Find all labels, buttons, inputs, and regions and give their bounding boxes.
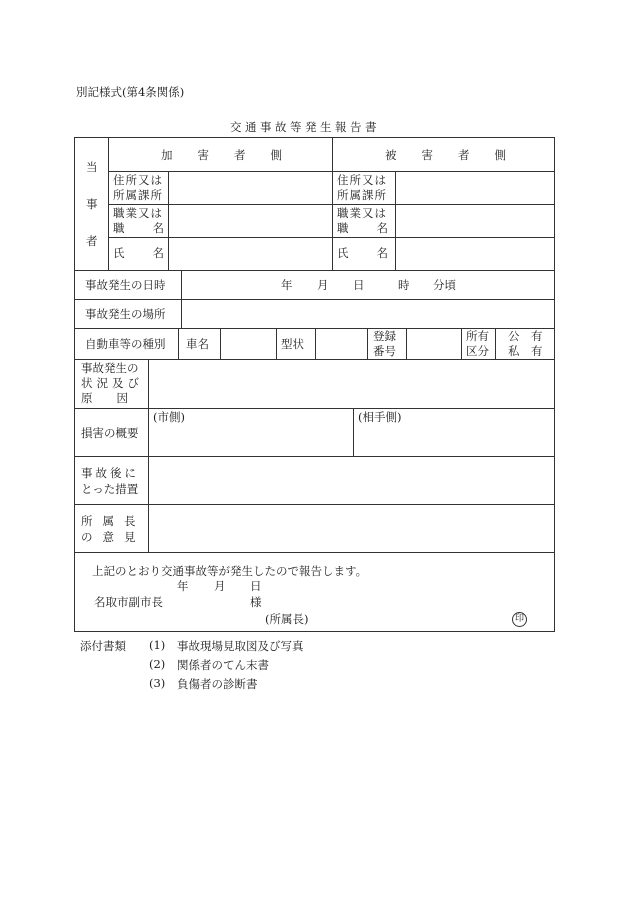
report-day: 日 — [250, 579, 262, 593]
victim-address-label-1: 住所又は — [337, 173, 387, 187]
form-label: 別記様式(第4条関係) — [76, 85, 185, 99]
ownership-private: 私 有 — [508, 344, 543, 358]
victim-name-label: 氏名 — [337, 246, 416, 260]
offender-side-header: 加害者側 — [161, 148, 307, 162]
victim-side-header: 被害者側 — [385, 148, 531, 162]
registration-label-2: 番号 — [373, 344, 396, 358]
datetime-year: 年 — [281, 278, 293, 292]
offender-address-label-1: 住所又は — [113, 173, 163, 187]
datetime-month: 月 — [317, 278, 329, 292]
attachment-3-text: 負傷者の診断書 — [177, 677, 258, 691]
ownership-public: 公 有 — [508, 329, 543, 343]
datetime-minute: 分頃 — [433, 278, 456, 292]
report-statement: 上記のとおり交通事故等が発生したので報告します。 — [92, 564, 368, 578]
datetime-hour: 時 — [398, 278, 410, 292]
registration-label-1: 登録 — [373, 329, 396, 343]
form-title: 交通事故等発生報告書 — [230, 120, 380, 134]
attachment-2-text: 関係者のてん末書 — [177, 658, 269, 672]
measures-label-2: とった措置 — [81, 482, 139, 496]
measures-label-1: 事故後に — [81, 466, 139, 480]
attachment-1-num: (1) — [149, 638, 166, 652]
offender-address-label-2: 所属課所 — [113, 188, 163, 202]
circumstances-label-1: 事故発生の — [81, 361, 139, 375]
datetime-label: 事故発生の日時 — [85, 278, 166, 292]
attachment-3-num: (3) — [149, 676, 166, 690]
victim-occupation-label-2: 職名 — [337, 221, 416, 235]
attachment-2-num: (2) — [149, 657, 166, 671]
offender-occupation-label-2: 職名 — [113, 221, 192, 235]
damage-label: 損害の概要 — [81, 426, 139, 440]
director-opinion-label-2: の意見 — [81, 530, 146, 544]
vehicle-type-label: 自動車等の種別 — [85, 337, 166, 351]
offender-occupation-label-1: 職業又は — [113, 206, 163, 220]
damage-city-side: (市側) — [153, 410, 185, 424]
attachments-label: 添付書類 — [80, 639, 126, 653]
party-side-char-2: 事 — [86, 197, 98, 211]
place-label: 事故発生の場所 — [85, 307, 166, 321]
model-label: 型状 — [281, 337, 304, 351]
circumstances-label-2: 状況及び — [81, 376, 143, 390]
circumstances-label-3: 原因 — [81, 391, 152, 405]
director-opinion-label-1: 所属長 — [81, 514, 146, 528]
attachment-1-text: 事故現場見取図及び写真 — [177, 639, 304, 653]
report-month: 月 — [214, 579, 226, 593]
report-addressee: 名取市副市長 — [94, 595, 163, 609]
party-side-char-1: 当 — [86, 160, 98, 174]
victim-occupation-label-1: 職業又は — [337, 206, 387, 220]
damage-other-side: (相手側) — [358, 410, 402, 424]
report-form-table — [74, 137, 555, 632]
party-side-char-3: 者 — [86, 234, 98, 248]
report-year: 年 — [177, 579, 189, 593]
car-name-label: 車名 — [186, 337, 209, 351]
ownership-label-2: 区分 — [466, 344, 489, 358]
ownership-label-1: 所有 — [466, 329, 489, 343]
victim-address-label-2: 所属課所 — [337, 188, 387, 202]
report-honorific: 様 — [250, 595, 262, 609]
offender-name-label: 氏名 — [113, 246, 192, 260]
report-reporter: (所属長) — [265, 612, 309, 626]
seal-mark: 印 — [512, 612, 527, 627]
datetime-day: 日 — [353, 278, 365, 292]
